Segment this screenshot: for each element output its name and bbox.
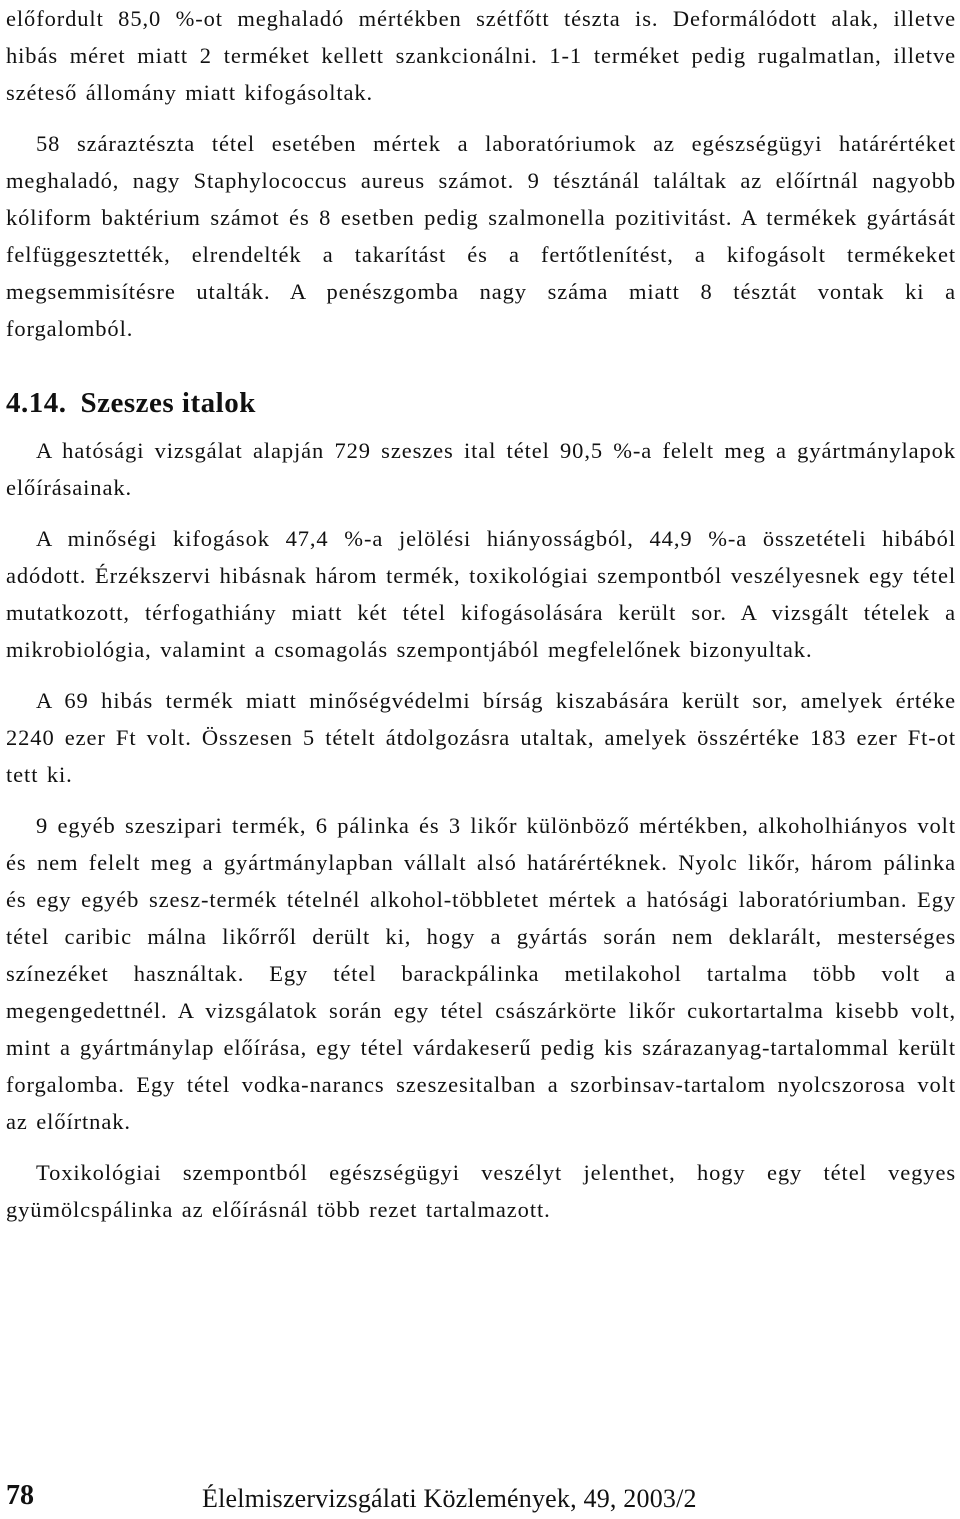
paragraph-3: A 69 hibás termék miatt minőségvédelmi bírság kiszabására került sor, amelyek értéke 2240 ezer Ft volt. Összesen 5 tételt átdolgozásra utaltak, amelyek összértéke 183 ezer Ft-ot tett ki. [6, 688, 956, 787]
section-number: 4.14. [6, 387, 67, 419]
paragraph-2: A minőségi kifogások 47,4 %-a jelölési hiányosságból, 44,9 %-a összetételi hibából adódott. Érzékszervi hibásnak három termék, toxikológiai szempontból veszélyesnek egy tétel mutatkozott, térfogathiány miatt két tétel kifogásolására került sor. A vizsgált tételek a mikrobiológia, valamint a csomagolás szempontjából megfelelőnek bizonyultak. [6, 526, 956, 662]
paragraph-1: A hatósági vizsgálat alapján 729 szeszes ital tétel 90,5 %-a felelt meg a gyártmánylapok előírásainak. [6, 438, 956, 500]
paragraph-continued: előfordult 85,0 %-ot meghaladó mértékben szétfőtt tészta is. Deformálódott alak, illetve hibás méret miatt 2 terméket kellett szankcionálni. 1-1 terméket pedig rugalmatlan, illetve széteső állomány miatt kifogásoltak. [6, 6, 956, 105]
paragraph-4: 9 egyéb szeszipari termék, 6 pálinka és 3 likőr különböző mértékben, alkoholhiányos volt és nem felelt meg a gyártmánylapban vállalt alsó határértéknek. Nyolc likőr, három pálinka és egy egyéb szesz-termék tételnél alkohol-többletet mértek a hatósági laboratóriumban. Egy tétel caribic málna likőrről derült ki, hogy a gyártás során nem deklarált, mesterséges színezéket használtak. Egy tétel barackpálinka metilakohol tartalma több volt a megengedettnél. A vizsgálatok során egy tétel császárkörte likőr cukortartalma kisebb volt, mint a gyártmánylap előírása, egy tétel várdakeserű pedig kis szárazanyag-tartalommal került forgalomba. Egy tétel vodka-narancs szeszesitalban a szorbinsav-tartalom nyolcszorosa volt az előírtnak. [6, 813, 956, 1134]
paragraph-5: Toxikológiai szempontból egészségügyi veszélyt jelenthet, hogy egy tétel vegyes gyümölcspálinka az előírásnál több rezet tartalmazott. [6, 1160, 956, 1222]
section-heading [6, 387, 956, 420]
document-page [6, 0, 956, 1228]
journal-citation: Élelmiszervizsgálati Közlemények, 49, 2003/2 [202, 1484, 697, 1513]
page-number: 78 [6, 1480, 34, 1511]
paragraph-staphylococcus: 58 száraztészta tétel esetében mértek a laboratóriumok az egészségügyi határértéket meghaladó, nagy Staphylococcus aureus számot. 9 tésztánál találtak az előírtnál nagyobb kóliform baktérium számot és 8 esetben pedig szalmonella pozitivitást. A termékek gyártását felfüggesztették, elrendelték a takarítást és a fertőtlenítést, a kifogásolt termékeket megsemmisítésre utalták. A penészgomba nagy száma miatt 8 tésztát vontak ki a forgalomból. [6, 131, 956, 341]
section-title: Szeszes italok [80, 387, 256, 419]
